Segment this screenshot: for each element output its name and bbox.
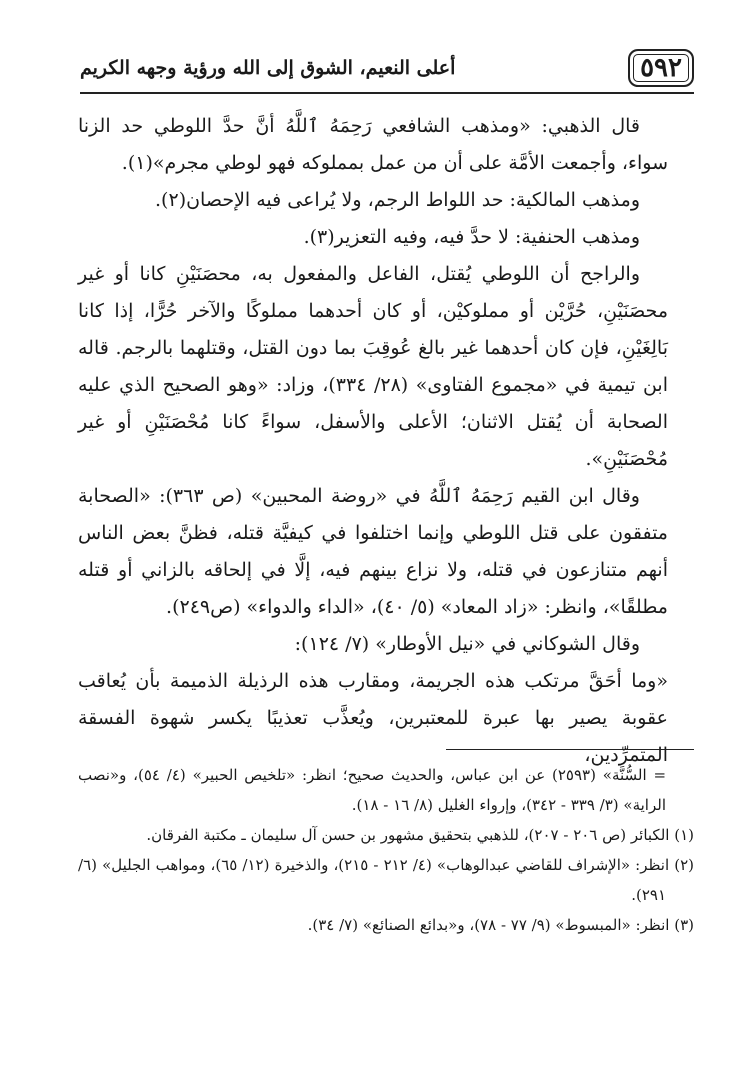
paragraph-preferred-view: والراجح أن اللوطي يُقتل، الفاعل والمفعول به، محصَنَيْنِ كانا أو غير محصَنَيْنِ، حُرَّيْن أو مملوكيْن، أو كان أحدهما مملوكًا والآخر حُرًّا، إذا كانا بَالِغَيْنِ، فإن كان أحدهما غير بالغ عُوقِبَ بما دون القتل، وقتلهما بالرجم. قاله ابن تيمية في «مجموع الفتاوى» (٢٨/ ٣٣٤)، وزاد: «وهو الصحيح الذي عليه الصحابة أن يُقتل الاثنان؛ الأعلى والأسفل، سواءً كانا مُحْصَنَيْنِ أو غير مُحْصَنَيْنِ». bbox=[78, 263, 668, 470]
paragraph-ibn-qayyim: وقال ابن القيم رَحِمَهُ ٱللَّهُ في «روضة المحبين» (ص ٣٦٣): «الصحابة متفقون على قتل اللوطي وإنما اختلفوا في كيفيَّة قتله، فظنَّ بعض الناس أنهم متنازعون في قتله، ولا نزاع بينهم فيه، إلَّا في إلحاقه بالزاني أو قتله مطلقًا»، وانظر: «زاد المعاد» (٥/ ٤٠)، «الداء والدواء» (ص٢٤٩). bbox=[78, 485, 669, 618]
footnote-1: (١) الكبائر (ص ٢٠٦ - ٢٠٧)، للذهبي بتحقيق مشهور بن حسن آل سليمان ـ مكتبة الفرقان. bbox=[146, 826, 694, 844]
paragraph-maliki: ومذهب المالكية: حد اللواط الرجم، ولا يُراعى فيه الإحصان(٢). bbox=[155, 189, 640, 211]
paragraph-hanafi: ومذهب الحنفية: لا حدَّ فيه، وفيه التعزير(٣). bbox=[303, 226, 640, 248]
footnotes bbox=[78, 760, 694, 940]
paragraph-dhahabi: قال الذهبي: «ومذهب الشافعي رَحِمَهُ ٱللَّهُ أنَّ حدَّ اللوطي حد الزنا سواء، وأجمعت الأمَّة على أن من عمل بمملوكه فهو لوطي مجرم»(١). bbox=[78, 115, 668, 174]
running-title: أعلى النعيم، الشوق إلى الله ورؤية وجهه الكريم bbox=[80, 57, 456, 79]
page-header bbox=[80, 44, 694, 94]
footnote-3: (٣) انظر: «المبسوط» (٩/ ٧٧ - ٧٨)، و«بدائع الصنائع» (٧/ ٣٤). bbox=[307, 916, 694, 934]
footnote-continuation: = السُّنَّة» (٢٥٩٣) عن ابن عباس، والحديث صحيح؛ انظر: «تلخيص الحبير» (٤/ ٥٤)، و«نصب الراية» (٣/ ٣٣٩ - ٣٤٢)، وإرواء الغليل (٨/ ١٦ - ١٨). bbox=[78, 766, 667, 814]
paragraph-shawkani-quote: «وما أحَقَّ مرتكب هذه الجريمة، ومقارب هذه الرذيلة الذميمة بأن يُعاقب عقوبة يصير بها عبرة للمعتبرين، ويُعذَّب تعذيبًا يكسر شهوة الفسقة المتمرِّدين، bbox=[78, 670, 668, 766]
main-text bbox=[78, 108, 668, 774]
paragraph-shawkani-intro: وقال الشوكاني في «نيل الأوطار» (٧/ ١٢٤): bbox=[294, 633, 640, 655]
footnote-separator bbox=[446, 749, 694, 750]
page-number: ٥٩٢ bbox=[628, 49, 694, 87]
footnote-2: (٢) انظر: «الإشراف للقاضي عبدالوهاب» (٤/ ٢١٢ - ٢١٥)، والذخيرة (١٢/ ٦٥)، ومواهب الجليل» (٦/ ٢٩١). bbox=[78, 856, 695, 904]
